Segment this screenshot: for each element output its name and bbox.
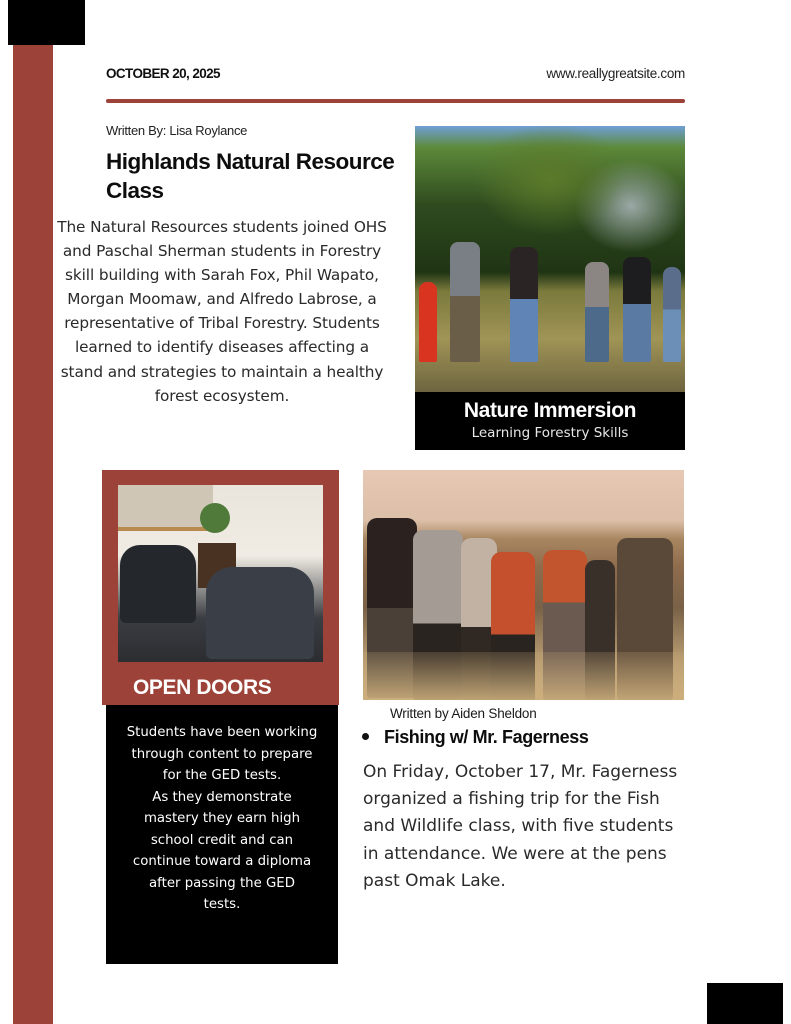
article2-byline: Written by Aiden Sheldon [390, 706, 537, 721]
person-figure [585, 262, 609, 362]
text-line: after passing the GED [149, 875, 295, 891]
caption-title: Nature Immersion [463, 399, 637, 422]
plant [200, 503, 230, 533]
issue-date: OCTOBER 20, 2025 [106, 66, 220, 81]
tall-grass [363, 652, 684, 700]
person-figure [663, 267, 681, 362]
text-line: for the GED tests. [162, 768, 282, 783]
bullet-icon [362, 733, 369, 740]
forestry-photo-caption [415, 392, 685, 450]
fishing-group-photo [363, 470, 684, 700]
decorative-black-block-bottom [707, 983, 783, 1024]
website-link[interactable]: www.reallygreatsite.com [546, 66, 685, 81]
text-line: through content to prepare [131, 746, 313, 762]
forestry-photo [415, 126, 685, 392]
lounge-chairs-photo [118, 485, 323, 662]
armchair-left [120, 545, 196, 623]
header-divider [106, 99, 685, 103]
decorative-accent-sidebar [13, 45, 53, 1024]
open-doors-title: OPEN DOORS [133, 676, 272, 699]
mirror [118, 485, 213, 531]
article1-title: Highlands Natural Resource Class [106, 149, 395, 203]
article2-title: Fishing w/ Mr. Fagerness [384, 727, 589, 747]
article1-byline: Written By: Lisa Roylance [106, 123, 248, 138]
text-line: mastery they earn high [143, 811, 301, 826]
text-line: tests. [203, 897, 241, 912]
person-figure [623, 257, 651, 362]
decorative-black-block-top [8, 0, 85, 45]
text-line: Students have been working [126, 725, 318, 740]
article2-body: On Friday, October 17, Mr. Fagerness organized a fishing trip for the Fish and Wildlife class, with five students in attendance. We were at the pens past Omak Lake. [363, 762, 678, 891]
caption-subtitle: Learning Forestry Skills [471, 425, 629, 441]
open-doors-body [106, 722, 338, 916]
article1-body: The Natural Resources students joined OHS and Paschal Sherman students in Forestry skill building with Sarah Fox, Phil Wapato, Morgan Moomaw, and Alfredo Labrose, a representative of Tribal Forestry. Students learned to identify diseases affecting a stand and strategies to maintain a healthy forest ecosystem. [57, 218, 387, 405]
person-figure [510, 247, 538, 362]
text-line: school credit and can [150, 832, 294, 848]
person-figure [450, 242, 480, 362]
armchair-right [206, 567, 314, 659]
text-line: As they demonstrate [152, 789, 292, 805]
text-line: continue toward a diploma [132, 854, 312, 869]
person-figure [419, 282, 437, 362]
